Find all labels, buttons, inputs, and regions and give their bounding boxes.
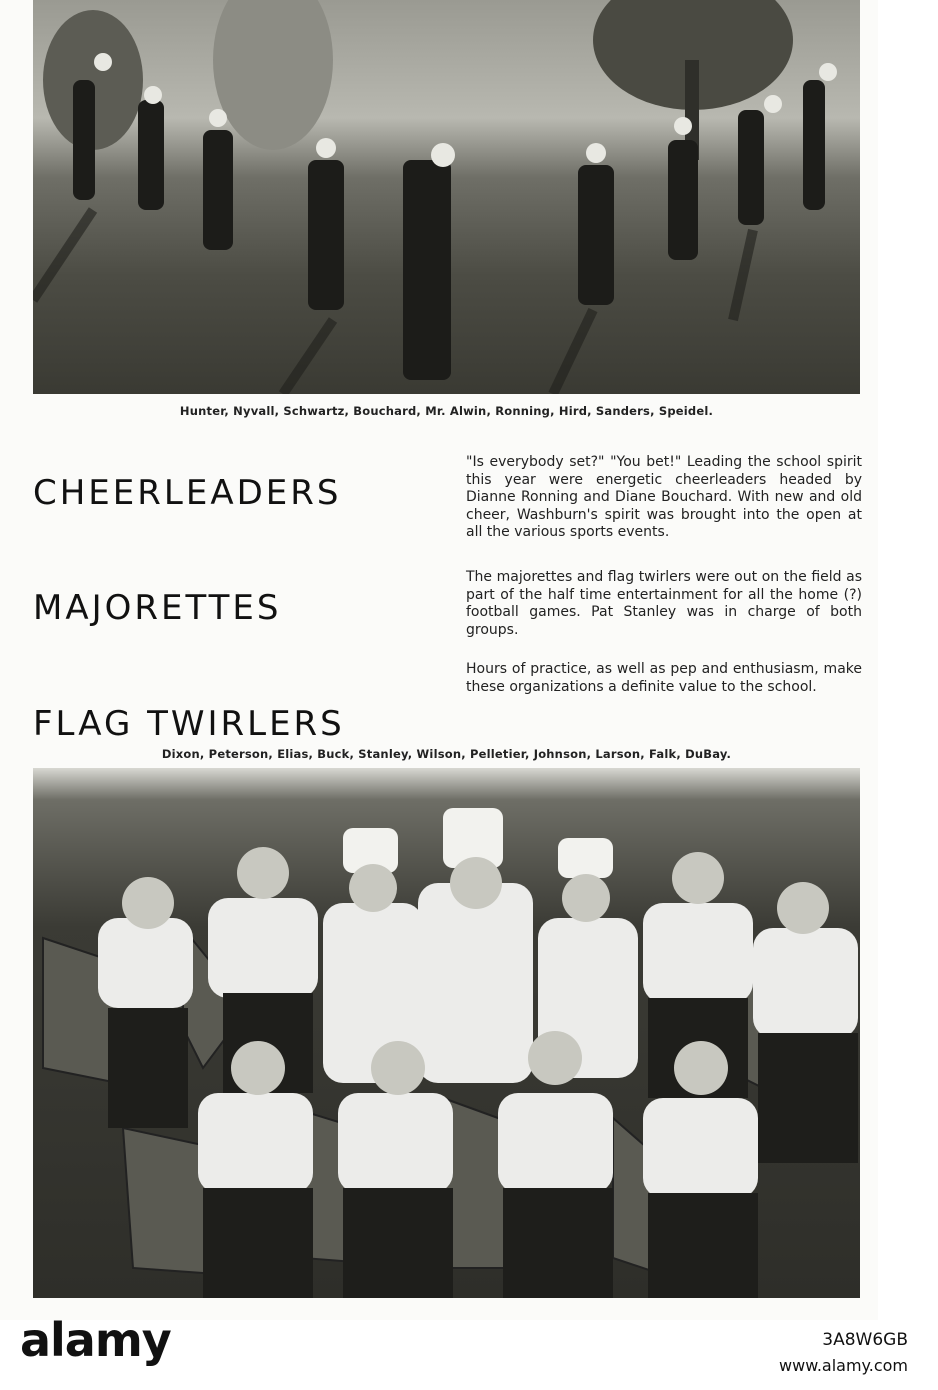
cheerleaders-photo [33,0,860,394]
cheerleaders-caption: Hunter, Nyvall, Schwartz, Bouchard, Mr. Alwin, Ronning, Hird, Sanders, Speidel. [179,404,714,418]
watermark-url: www.alamy.com [779,1356,908,1375]
paragraph-majorettes: The majorettes and flag twirlers were out on the field as part of the half time entertainment for all the home (?) football games. Pat Stanley was in charge of both groups. [466,569,862,638]
paragraph-cheerleaders: "Is everybody set?" "You bet!" Leading the school spirit this year were energetic cheerleaders headed by Dianne Ronning and Diane Bouchard. With new and old cheer, Washburn's spirit was brought into the open at all the various sports events. [466,454,862,540]
heading-flag-twirlers: FLAG TWIRLERS [33,704,345,745]
majorettes-photo-illustration [33,768,860,1298]
paragraph-practice: Hours of practice, as well as pep and enthusiasm, make these organizations a definite value to the school. [466,661,862,695]
majorettes-caption: Dixon, Peterson, Elias, Buck, Stanley, Wilson, Pelletier, Johnson, Larson, Falk, DuBay. [161,747,732,761]
watermark-image-id: 3A8W6GB [822,1330,908,1350]
cheerleaders-photo-illustration [33,0,860,394]
heading-majorettes: MAJORETTES [33,588,282,629]
majorettes-flag-twirlers-photo [33,768,860,1298]
watermark-logo: alamy [20,1313,171,1367]
heading-cheerleaders: CHEERLEADERS [33,473,342,514]
